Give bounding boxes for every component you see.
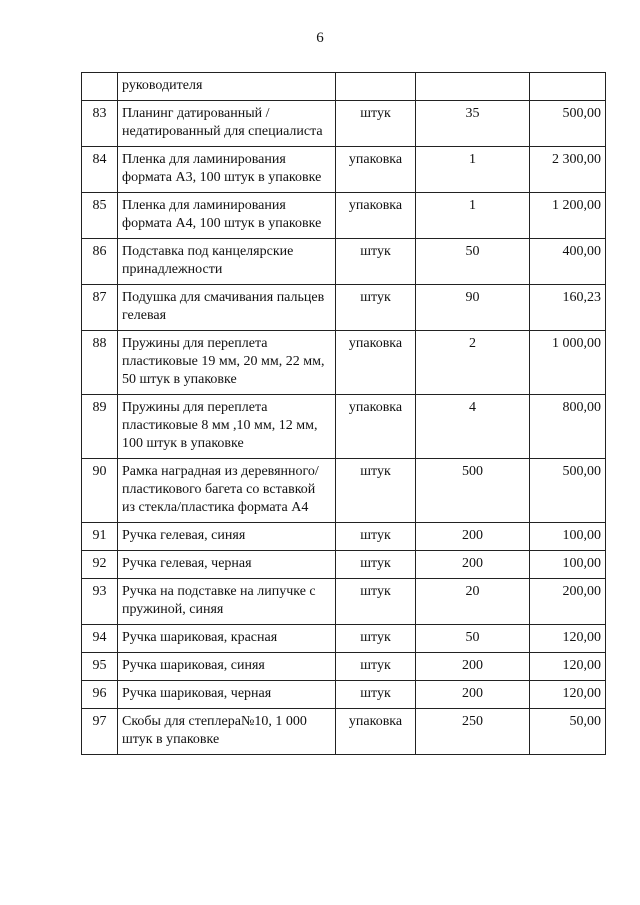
item-price: 1 200,00 (530, 193, 606, 239)
item-price: 1 000,00 (530, 331, 606, 395)
item-price: 2 300,00 (530, 147, 606, 193)
table-row (82, 523, 606, 551)
item-unit: штук (336, 459, 416, 523)
row-number: 88 (82, 331, 118, 395)
item-name: Пружины для переплета пластиковые 8 мм ,10 мм, 12 мм, 100 штук в упаковке (118, 395, 336, 459)
page-number: 6 (316, 30, 324, 46)
item-price: 200,00 (530, 579, 606, 625)
items-table-body (82, 73, 606, 755)
item-unit: штук (336, 285, 416, 331)
table-row (82, 625, 606, 653)
item-quantity: 90 (416, 285, 530, 331)
item-name: Ручка шариковая, синяя (118, 653, 336, 681)
item-unit: штук (336, 239, 416, 285)
row-number: 94 (82, 625, 118, 653)
item-quantity: 20 (416, 579, 530, 625)
item-name: Планинг датированный / недатированный для специалиста (118, 101, 336, 147)
table-row (82, 101, 606, 147)
row-number: 91 (82, 523, 118, 551)
item-unit: упаковка (336, 395, 416, 459)
items-table (81, 72, 606, 755)
table-row (82, 285, 606, 331)
item-quantity: 35 (416, 101, 530, 147)
item-quantity: 250 (416, 709, 530, 755)
row-number: 83 (82, 101, 118, 147)
item-quantity: 200 (416, 681, 530, 709)
row-number: 89 (82, 395, 118, 459)
item-price: 160,23 (530, 285, 606, 331)
item-price: 500,00 (530, 459, 606, 523)
item-unit: штук (336, 625, 416, 653)
row-number: 86 (82, 239, 118, 285)
item-quantity: 500 (416, 459, 530, 523)
item-quantity: 2 (416, 331, 530, 395)
item-name: Ручка шариковая, красная (118, 625, 336, 653)
item-quantity: 50 (416, 239, 530, 285)
item-name: Подставка под канцелярские принадлежности (118, 239, 336, 285)
row-number: 97 (82, 709, 118, 755)
item-unit: упаковка (336, 709, 416, 755)
row-number: 95 (82, 653, 118, 681)
item-price: 100,00 (530, 551, 606, 579)
item-name: руководителя (118, 73, 336, 101)
item-price (530, 73, 606, 101)
item-price: 120,00 (530, 681, 606, 709)
item-name: Скобы для степлера№10, 1 000 штук в упаковке (118, 709, 336, 755)
item-name: Подушка для смачивания пальцев гелевая (118, 285, 336, 331)
item-price: 50,00 (530, 709, 606, 755)
item-unit: штук (336, 681, 416, 709)
row-number: 87 (82, 285, 118, 331)
item-name: Пленка для ламинирования формата А4, 100 штук в упаковке (118, 193, 336, 239)
table-row (82, 395, 606, 459)
item-price: 120,00 (530, 653, 606, 681)
table-row (82, 147, 606, 193)
table-row (82, 681, 606, 709)
table-row (82, 73, 606, 101)
item-unit: штук (336, 551, 416, 579)
item-quantity: 200 (416, 653, 530, 681)
item-name: Ручка на подставке на липучке с пружиной, синяя (118, 579, 336, 625)
item-quantity: 1 (416, 193, 530, 239)
row-number: 90 (82, 459, 118, 523)
row-number: 93 (82, 579, 118, 625)
item-price: 120,00 (530, 625, 606, 653)
table-row (82, 331, 606, 395)
item-quantity: 1 (416, 147, 530, 193)
table-row (82, 579, 606, 625)
table-row (82, 239, 606, 285)
table-row (82, 551, 606, 579)
item-unit: упаковка (336, 193, 416, 239)
item-name: Ручка гелевая, черная (118, 551, 336, 579)
item-unit: штук (336, 523, 416, 551)
item-unit: штук (336, 653, 416, 681)
item-quantity: 50 (416, 625, 530, 653)
table-row (82, 709, 606, 755)
item-name: Ручка шариковая, черная (118, 681, 336, 709)
item-price: 800,00 (530, 395, 606, 459)
item-name: Пружины для переплета пластиковые 19 мм, 20 мм, 22 мм, 50 штук в упаковке (118, 331, 336, 395)
item-price: 400,00 (530, 239, 606, 285)
item-unit: упаковка (336, 147, 416, 193)
item-unit: упаковка (336, 331, 416, 395)
row-number (82, 73, 118, 101)
item-quantity: 200 (416, 523, 530, 551)
table-row (82, 653, 606, 681)
item-quantity: 4 (416, 395, 530, 459)
item-quantity: 200 (416, 551, 530, 579)
item-name: Пленка для ламинирования формата А3, 100 штук в упаковке (118, 147, 336, 193)
item-name: Рамка наградная из деревянного/пластикового багета со вставкой из стекла/пластика формата А4 (118, 459, 336, 523)
item-unit: штук (336, 101, 416, 147)
table-row (82, 193, 606, 239)
row-number: 92 (82, 551, 118, 579)
item-price: 100,00 (530, 523, 606, 551)
item-price: 500,00 (530, 101, 606, 147)
item-unit: штук (336, 579, 416, 625)
row-number: 84 (82, 147, 118, 193)
table-row (82, 459, 606, 523)
item-quantity (416, 73, 530, 101)
row-number: 96 (82, 681, 118, 709)
item-unit (336, 73, 416, 101)
item-name: Ручка гелевая, синяя (118, 523, 336, 551)
row-number: 85 (82, 193, 118, 239)
